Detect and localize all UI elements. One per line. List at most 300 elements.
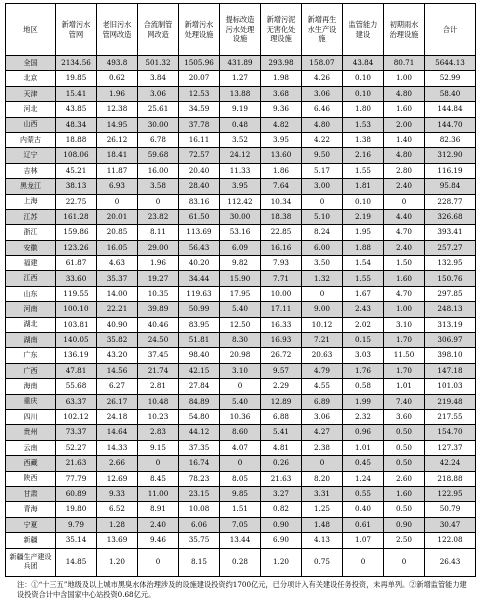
value-cell: 37.78 — [179, 117, 220, 132]
value-cell: 7.40 — [384, 394, 425, 409]
value-cell: 2.40 — [138, 517, 179, 532]
value-cell: 2.16 — [343, 148, 384, 163]
value-cell: 3.27 — [261, 486, 302, 501]
value-cell: 82.36 — [425, 132, 476, 147]
value-cell: 10.23 — [138, 409, 179, 424]
value-cell: 0.55 — [343, 486, 384, 501]
value-cell: 40.20 — [179, 256, 220, 271]
value-cell: 27.84 — [179, 379, 220, 394]
value-cell: 14.95 — [97, 117, 138, 132]
value-cell: 3.31 — [302, 486, 343, 501]
value-cell: 6.09 — [220, 240, 261, 255]
region-cell: 山西 — [6, 117, 56, 132]
value-cell: 18.38 — [261, 209, 302, 224]
column-header: 初期雨水治理设施 — [384, 4, 425, 56]
value-cell: 4.40 — [384, 209, 425, 224]
region-cell: 浙江 — [6, 225, 56, 240]
value-cell: 37.45 — [138, 348, 179, 363]
region-cell: 四川 — [6, 409, 56, 424]
value-cell: 35.75 — [179, 533, 220, 548]
value-cell: 1.20 — [97, 548, 138, 576]
value-cell: 0.75 — [302, 548, 343, 576]
value-cell: 158.07 — [302, 56, 343, 71]
value-cell: 20.40 — [179, 163, 220, 178]
value-cell: 0.50 — [384, 502, 425, 517]
region-cell: 辽宁 — [6, 148, 56, 163]
value-cell: 35.14 — [56, 533, 97, 548]
region-cell: 贵州 — [6, 425, 56, 440]
value-cell: 23.82 — [138, 209, 179, 224]
value-cell: 1.27 — [220, 71, 261, 86]
value-cell: 30.00 — [138, 117, 179, 132]
value-cell: 1.20 — [261, 548, 302, 576]
value-cell: 10.12 — [302, 317, 343, 332]
table-row — [6, 194, 476, 209]
value-cell: 26.17 — [97, 394, 138, 409]
value-cell: 16.00 — [138, 163, 179, 178]
table-row — [6, 271, 476, 286]
value-cell: 10.48 — [138, 394, 179, 409]
table-row — [6, 256, 476, 271]
value-cell: 83.16 — [179, 194, 220, 209]
value-cell: 51.81 — [179, 333, 220, 348]
value-cell: 13.88 — [220, 86, 261, 101]
value-cell: 144.84 — [425, 102, 476, 117]
region-cell: 重庆 — [6, 394, 56, 409]
value-cell: 2.43 — [343, 302, 384, 317]
value-cell: 2.80 — [384, 163, 425, 178]
value-cell: 3.50 — [302, 256, 343, 271]
table-row — [6, 225, 476, 240]
value-cell: 72.57 — [179, 148, 220, 163]
value-cell: 0.58 — [343, 379, 384, 394]
value-cell: 52.27 — [56, 440, 97, 455]
value-cell: 1.70 — [384, 363, 425, 378]
value-cell: 14.64 — [97, 425, 138, 440]
value-cell: 1.48 — [302, 517, 343, 532]
value-cell: 48.34 — [56, 117, 97, 132]
value-cell: 122.95 — [425, 486, 476, 501]
value-cell: 1.60 — [384, 271, 425, 286]
value-cell: 0.90 — [261, 517, 302, 532]
value-cell: 59.68 — [138, 148, 179, 163]
value-cell: 150.76 — [425, 271, 476, 286]
value-cell: 0.90 — [384, 517, 425, 532]
value-cell: 122.08 — [425, 533, 476, 548]
value-cell: 2.60 — [384, 471, 425, 486]
value-cell: 0 — [343, 548, 384, 576]
value-cell: 0 — [220, 456, 261, 471]
value-cell: 228.77 — [425, 194, 476, 209]
value-cell: 6.89 — [302, 394, 343, 409]
value-cell: 4.07 — [220, 440, 261, 455]
value-cell: 6.90 — [261, 533, 302, 548]
region-cell: 宁夏 — [6, 517, 56, 532]
value-cell: 58.40 — [425, 86, 476, 101]
value-cell: 18.41 — [97, 148, 138, 163]
value-cell: 219.48 — [425, 394, 476, 409]
value-cell: 4.63 — [97, 256, 138, 271]
investment-table — [5, 3, 476, 577]
value-cell: 3.60 — [384, 409, 425, 424]
value-cell: 17.11 — [261, 302, 302, 317]
table-body — [6, 56, 476, 577]
value-cell: 1.01 — [343, 440, 384, 455]
column-header: 合计 — [425, 4, 476, 56]
value-cell: 127.37 — [425, 440, 476, 455]
value-cell: 3.84 — [138, 71, 179, 86]
value-cell: 393.41 — [425, 225, 476, 240]
table-row — [6, 533, 476, 548]
value-cell: 2.81 — [138, 379, 179, 394]
region-cell: 湖北 — [6, 317, 56, 332]
value-cell: 1.50 — [384, 256, 425, 271]
value-cell: 1.99 — [343, 394, 384, 409]
column-header: 地区 — [6, 4, 56, 56]
value-cell: 12.89 — [261, 394, 302, 409]
value-cell: 39.89 — [138, 302, 179, 317]
value-cell: 16.05 — [97, 240, 138, 255]
value-cell: 20.85 — [97, 225, 138, 240]
value-cell: 28.40 — [179, 179, 220, 194]
value-cell: 2.38 — [302, 440, 343, 455]
value-cell: 25.61 — [138, 102, 179, 117]
value-cell: 4.27 — [302, 425, 343, 440]
value-cell: 0.10 — [343, 86, 384, 101]
value-cell: 16.33 — [261, 317, 302, 332]
value-cell: 60.89 — [56, 486, 97, 501]
value-cell: 10.34 — [261, 194, 302, 209]
value-cell: 6.88 — [261, 409, 302, 424]
table-row — [6, 394, 476, 409]
value-cell: 1.96 — [138, 256, 179, 271]
value-cell: 3.52 — [220, 132, 261, 147]
value-cell: 217.55 — [425, 409, 476, 424]
value-cell: 1.28 — [97, 517, 138, 532]
value-cell: 10.35 — [138, 286, 179, 301]
value-cell: 398.10 — [425, 348, 476, 363]
value-cell: 24.18 — [97, 409, 138, 424]
value-cell: 77.79 — [56, 471, 97, 486]
value-cell: 34.59 — [179, 102, 220, 117]
value-cell: 4.80 — [302, 117, 343, 132]
value-cell: 1.88 — [343, 240, 384, 255]
value-cell: 0.50 — [384, 440, 425, 455]
value-cell: 1.98 — [261, 71, 302, 86]
value-cell: 0.96 — [343, 425, 384, 440]
value-cell: 9.15 — [138, 440, 179, 455]
table-row — [6, 286, 476, 301]
value-cell: 22.75 — [56, 194, 97, 209]
value-cell: 45.21 — [56, 163, 97, 178]
value-cell: 40.90 — [97, 317, 138, 332]
value-cell: 8.05 — [220, 471, 261, 486]
value-cell: 4.80 — [384, 86, 425, 101]
value-cell: 12.50 — [220, 317, 261, 332]
table-row — [6, 56, 476, 71]
value-cell: 218.88 — [425, 471, 476, 486]
table-row — [6, 117, 476, 132]
region-cell: 陕西 — [6, 471, 56, 486]
value-cell: 0 — [138, 194, 179, 209]
value-cell: 0 — [302, 286, 343, 301]
value-cell: 7.05 — [220, 517, 261, 532]
value-cell: 8.30 — [220, 333, 261, 348]
table-row — [6, 102, 476, 117]
value-cell: 43.84 — [343, 56, 384, 71]
value-cell: 1.00 — [384, 71, 425, 86]
value-cell: 1.76 — [343, 363, 384, 378]
table-row — [6, 409, 476, 424]
value-cell: 22.85 — [261, 225, 302, 240]
value-cell: 9.85 — [220, 486, 261, 501]
column-header: 合流制管网改造 — [138, 4, 179, 56]
value-cell: 17.95 — [220, 286, 261, 301]
value-cell: 102.12 — [56, 409, 97, 424]
value-cell: 5644.13 — [425, 56, 476, 71]
value-cell: 1.70 — [384, 333, 425, 348]
value-cell: 313.19 — [425, 317, 476, 332]
value-cell: 1505.96 — [179, 56, 220, 71]
table-row — [6, 348, 476, 363]
value-cell: 16.93 — [261, 333, 302, 348]
value-cell: 3.06 — [302, 86, 343, 101]
value-cell: 257.27 — [425, 240, 476, 255]
value-cell: 1.51 — [220, 502, 261, 517]
value-cell: 3.95 — [261, 132, 302, 147]
header-row — [6, 4, 476, 56]
value-cell: 20.98 — [220, 348, 261, 363]
value-cell: 18.88 — [56, 132, 97, 147]
value-cell: 43.20 — [97, 348, 138, 363]
value-cell: 9.57 — [261, 363, 302, 378]
value-cell: 20.07 — [179, 71, 220, 86]
value-cell: 0.10 — [343, 71, 384, 86]
value-cell: 9.36 — [261, 102, 302, 117]
table-row — [6, 440, 476, 455]
value-cell: 52.99 — [425, 71, 476, 86]
value-cell: 1.60 — [384, 102, 425, 117]
value-cell: 4.55 — [302, 379, 343, 394]
value-cell: 5.40 — [220, 394, 261, 409]
value-cell: 306.97 — [425, 333, 476, 348]
value-cell: 10.08 — [179, 502, 220, 517]
value-cell: 9.00 — [302, 302, 343, 317]
value-cell: 8.45 — [138, 471, 179, 486]
value-cell: 8.91 — [138, 502, 179, 517]
column-header: 新增污水管网 — [56, 4, 97, 56]
value-cell: 42.24 — [425, 456, 476, 471]
value-cell: 0.28 — [220, 548, 261, 576]
value-cell: 6.93 — [97, 179, 138, 194]
value-cell: 16.74 — [179, 456, 220, 471]
value-cell: 3.00 — [302, 179, 343, 194]
region-cell: 青海 — [6, 502, 56, 517]
value-cell: 14.56 — [97, 363, 138, 378]
table-row — [6, 425, 476, 440]
value-cell: 7.64 — [261, 179, 302, 194]
value-cell: 0 — [302, 456, 343, 471]
value-cell: 1.81 — [343, 179, 384, 194]
value-cell: 6.27 — [97, 379, 138, 394]
region-cell: 江苏 — [6, 209, 56, 224]
table-row — [6, 317, 476, 332]
value-cell: 8.24 — [302, 225, 343, 240]
value-cell: 8.20 — [302, 471, 343, 486]
value-cell: 78.23 — [179, 471, 220, 486]
value-cell: 14.33 — [97, 440, 138, 455]
value-cell: 493.8 — [97, 56, 138, 71]
value-cell: 15.90 — [220, 271, 261, 286]
value-cell: 6.46 — [302, 102, 343, 117]
value-cell: 21.63 — [261, 471, 302, 486]
value-cell: 431.89 — [220, 56, 261, 71]
value-cell: 5.41 — [261, 425, 302, 440]
value-cell: 14.85 — [56, 548, 97, 576]
region-cell: 湖南 — [6, 333, 56, 348]
region-cell: 天津 — [6, 86, 56, 101]
value-cell: 24.12 — [220, 148, 261, 163]
table-row — [6, 548, 476, 576]
table-row — [6, 333, 476, 348]
value-cell: 12.69 — [97, 471, 138, 486]
value-cell: 0.40 — [343, 502, 384, 517]
table-row — [6, 379, 476, 394]
value-cell: 20.01 — [97, 209, 138, 224]
value-cell: 1.07 — [343, 533, 384, 548]
region-cell: 江西 — [6, 271, 56, 286]
value-cell: 23.15 — [179, 486, 220, 501]
value-cell: 3.10 — [220, 363, 261, 378]
value-cell: 1.54 — [343, 256, 384, 271]
region-cell: 福建 — [6, 256, 56, 271]
value-cell: 113.69 — [179, 225, 220, 240]
region-cell: 北京 — [6, 71, 56, 86]
table-row — [6, 209, 476, 224]
value-cell: 9.82 — [220, 256, 261, 271]
value-cell: 19.27 — [138, 271, 179, 286]
value-cell: 159.86 — [56, 225, 97, 240]
value-cell: 43.85 — [56, 102, 97, 117]
value-cell: 4.82 — [261, 117, 302, 132]
value-cell: 0 — [384, 548, 425, 576]
value-cell: 61.50 — [179, 209, 220, 224]
value-cell: 101.03 — [425, 379, 476, 394]
value-cell: 3.95 — [220, 179, 261, 194]
column-header: 提标改造污水处理设施 — [220, 4, 261, 56]
region-cell: 安徽 — [6, 240, 56, 255]
value-cell: 13.44 — [220, 533, 261, 548]
value-cell: 140.05 — [56, 333, 97, 348]
value-cell: 26.72 — [261, 348, 302, 363]
value-cell: 1.00 — [384, 302, 425, 317]
value-cell: 132.95 — [425, 256, 476, 271]
value-cell: 56.43 — [179, 240, 220, 255]
value-cell: 3.06 — [302, 409, 343, 424]
value-cell: 5.40 — [220, 302, 261, 317]
value-cell: 38.13 — [56, 179, 97, 194]
value-cell: 2.66 — [97, 456, 138, 471]
value-cell: 2.00 — [384, 117, 425, 132]
value-cell: 47.81 — [56, 363, 97, 378]
region-cell: 河南 — [6, 302, 56, 317]
column-header: 新增污水处理设施 — [179, 4, 220, 56]
value-cell: 29.00 — [138, 240, 179, 255]
table-row — [6, 502, 476, 517]
value-cell: 9.50 — [302, 148, 343, 163]
value-cell: 9.79 — [56, 517, 97, 532]
value-cell: 4.81 — [261, 440, 302, 455]
value-cell: 6.78 — [138, 132, 179, 147]
column-header: 老旧污水管网改造 — [97, 4, 138, 56]
value-cell: 11.33 — [220, 163, 261, 178]
value-cell: 326.68 — [425, 209, 476, 224]
value-cell: 11.50 — [384, 348, 425, 363]
value-cell: 95.84 — [425, 179, 476, 194]
value-cell: 54.80 — [179, 409, 220, 424]
value-cell: 33.60 — [56, 271, 97, 286]
value-cell: 8.15 — [179, 548, 220, 576]
value-cell: 5.17 — [302, 163, 343, 178]
value-cell: 1.80 — [343, 102, 384, 117]
value-cell: 293.98 — [261, 56, 302, 71]
value-cell: 248.13 — [425, 302, 476, 317]
value-cell: 73.37 — [56, 425, 97, 440]
column-header: 新增再生水生产设施 — [302, 4, 343, 56]
value-cell: 9.46 — [138, 533, 179, 548]
region-cell: 吉林 — [6, 163, 56, 178]
value-cell: 0.48 — [220, 117, 261, 132]
value-cell: 1.95 — [343, 225, 384, 240]
value-cell: 103.81 — [56, 317, 97, 332]
value-cell: 5.10 — [302, 209, 343, 224]
value-cell: 22.21 — [97, 302, 138, 317]
table-header — [6, 4, 476, 56]
value-cell: 3.58 — [138, 179, 179, 194]
value-cell: 9.19 — [220, 102, 261, 117]
value-cell: 0.62 — [97, 71, 138, 86]
region-cell: 云南 — [6, 440, 56, 455]
table-row — [6, 517, 476, 532]
value-cell: 21.74 — [138, 363, 179, 378]
value-cell: 1.60 — [384, 486, 425, 501]
value-cell: 0.15 — [343, 333, 384, 348]
value-cell: 2.19 — [343, 209, 384, 224]
value-cell: 0.45 — [343, 456, 384, 471]
value-cell: 10.36 — [220, 409, 261, 424]
value-cell: 4.22 — [302, 132, 343, 147]
value-cell: 1.96 — [97, 86, 138, 101]
value-cell: 37.35 — [179, 440, 220, 455]
value-cell: 80.71 — [384, 56, 425, 71]
region-cell: 山东 — [6, 286, 56, 301]
value-cell: 144.70 — [425, 117, 476, 132]
value-cell: 154.70 — [425, 425, 476, 440]
value-cell: 3.06 — [138, 86, 179, 101]
table-row — [6, 148, 476, 163]
value-cell: 0 — [138, 548, 179, 576]
value-cell: 136.19 — [56, 348, 97, 363]
value-cell: 1.24 — [343, 471, 384, 486]
value-cell: 119.55 — [56, 286, 97, 301]
region-cell: 西藏 — [6, 456, 56, 471]
table-row — [6, 163, 476, 178]
value-cell: 1.25 — [302, 502, 343, 517]
value-cell: 20.63 — [302, 348, 343, 363]
value-cell: 11.00 — [138, 486, 179, 501]
value-cell: 108.06 — [56, 148, 97, 163]
value-cell: 9.33 — [97, 486, 138, 501]
